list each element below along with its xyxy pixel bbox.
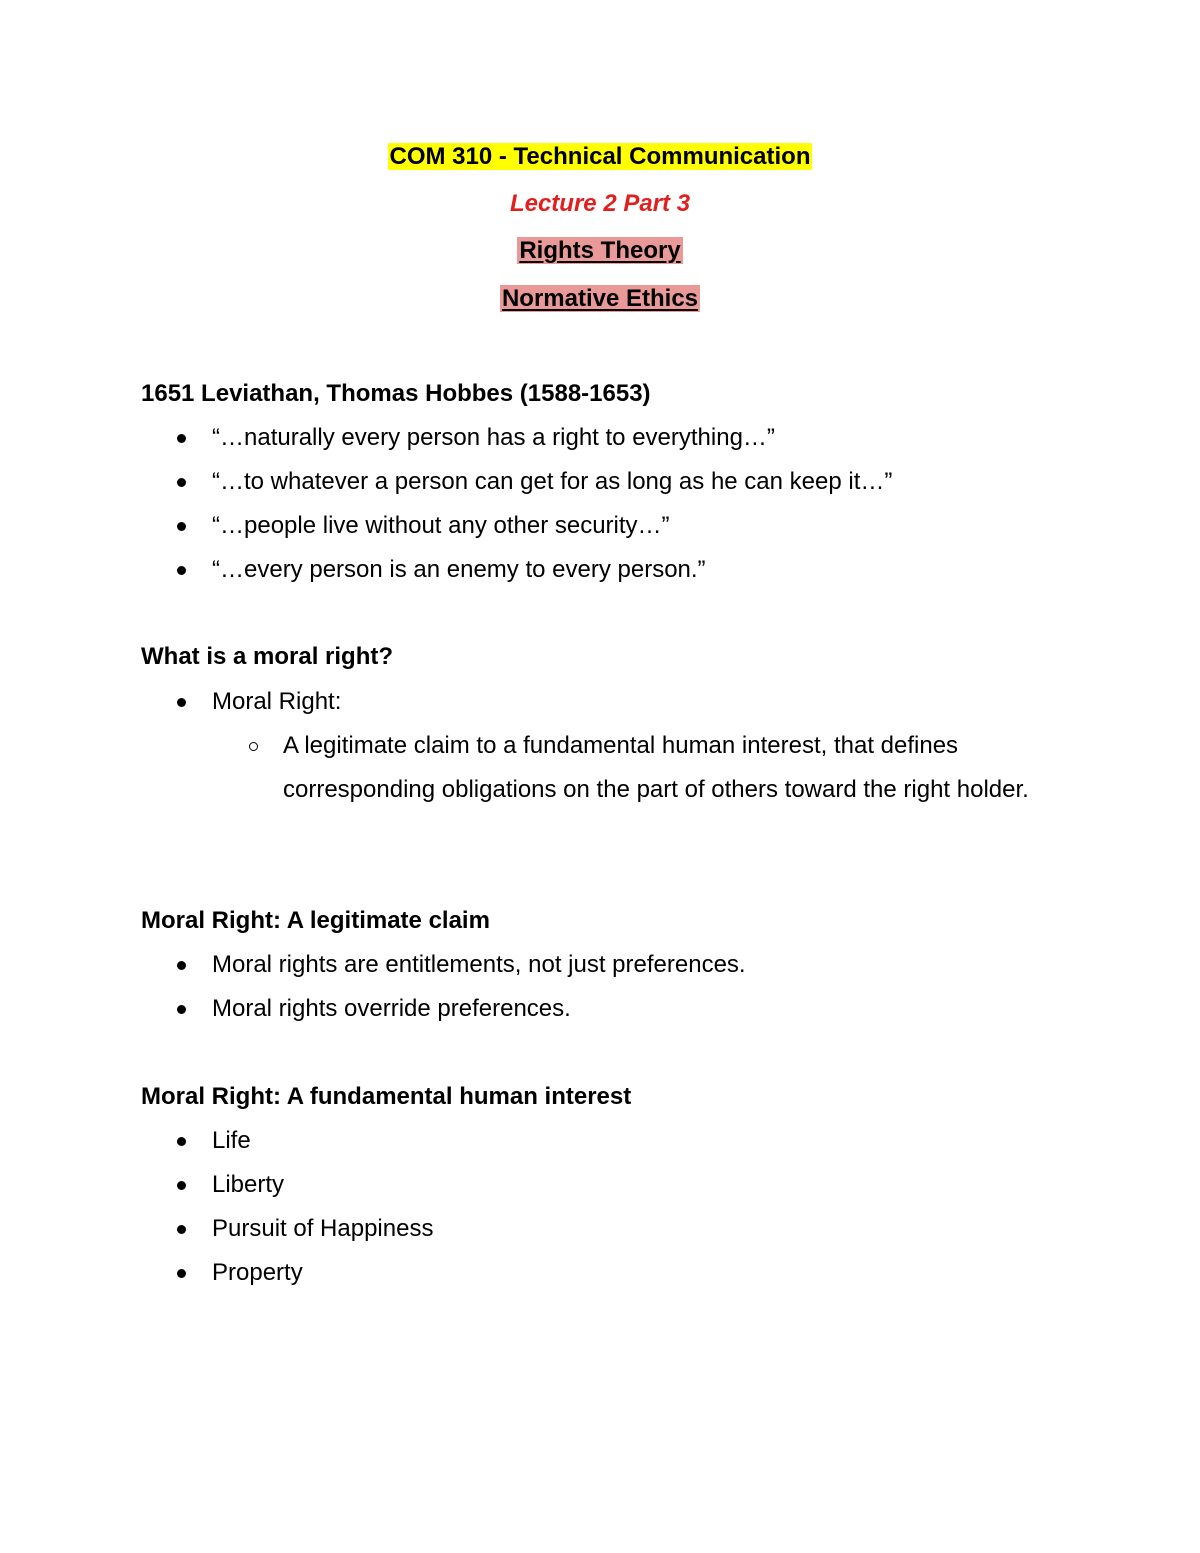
list-item	[0, 1251, 433, 1295]
bullet-icon	[177, 1269, 186, 1278]
topic-title	[0, 235, 1200, 267]
sub-list-item-text: A legitimate claim to a fundamental human interest, that defines corresponding obligations on the part of others toward the right holder.	[283, 732, 1029, 803]
list-item-text: “…every person is an enemy to every person.”	[212, 556, 706, 583]
bullet-icon	[177, 566, 186, 575]
bullet-icon	[177, 698, 186, 707]
list-item	[0, 460, 892, 504]
bullet-icon	[177, 1181, 186, 1190]
list-item	[0, 548, 892, 592]
list-item-text: Moral rights are entitlements, not just preferences.	[212, 951, 746, 978]
list-item-text: “…naturally every person has a right to everything…”	[212, 424, 775, 451]
course-title-text: COM 310 - Technical Communication	[389, 143, 811, 170]
section-heading: Moral Right: A fundamental human interest	[141, 1083, 632, 1110]
section-heading: 1651 Leviathan, Thomas Hobbes (1588-1653)	[141, 380, 651, 407]
list-item	[0, 1207, 433, 1251]
topic-title-text: Rights Theory	[519, 237, 681, 264]
bullet-icon	[177, 1137, 186, 1146]
list-item	[0, 504, 892, 548]
list-item-text: Moral rights override preferences.	[212, 995, 571, 1022]
list-item	[0, 680, 341, 724]
bullet-list	[0, 1119, 433, 1295]
list-item-text: Life	[212, 1127, 251, 1154]
section-heading: What is a moral right?	[141, 643, 394, 670]
list-item-text: “…people live without any other security…”	[212, 512, 670, 539]
list-item	[0, 1119, 433, 1163]
bullet-icon	[177, 478, 186, 487]
list-item	[0, 943, 746, 987]
list-item-text: “…to whatever a person can get for as long as he can keep it…”	[212, 468, 893, 495]
list-item	[0, 416, 892, 460]
subtopic-title	[0, 283, 1200, 315]
bullet-icon	[177, 1005, 186, 1014]
bullet-icon	[177, 961, 186, 970]
bullet-icon	[177, 1225, 186, 1234]
subtopic-title-text: Normative Ethics	[501, 285, 699, 312]
section-heading: Moral Right: A legitimate claim	[141, 907, 490, 934]
list-item	[0, 1163, 433, 1207]
list-item-text: Property	[212, 1259, 303, 1286]
list-item-text: Pursuit of Happiness	[212, 1215, 434, 1242]
bullet-list	[0, 943, 746, 1031]
course-title	[0, 141, 1200, 173]
bullet-icon	[177, 522, 186, 531]
hollow-bullet-icon	[249, 742, 258, 751]
list-item-text: Moral Right:	[212, 688, 342, 715]
list-item-text: Liberty	[212, 1171, 285, 1198]
bullet-list	[0, 416, 892, 592]
lecture-subtitle: Lecture 2 Part 3	[509, 190, 691, 217]
bullet-list	[0, 680, 341, 724]
bullet-icon	[177, 434, 186, 443]
list-item	[0, 987, 746, 1031]
